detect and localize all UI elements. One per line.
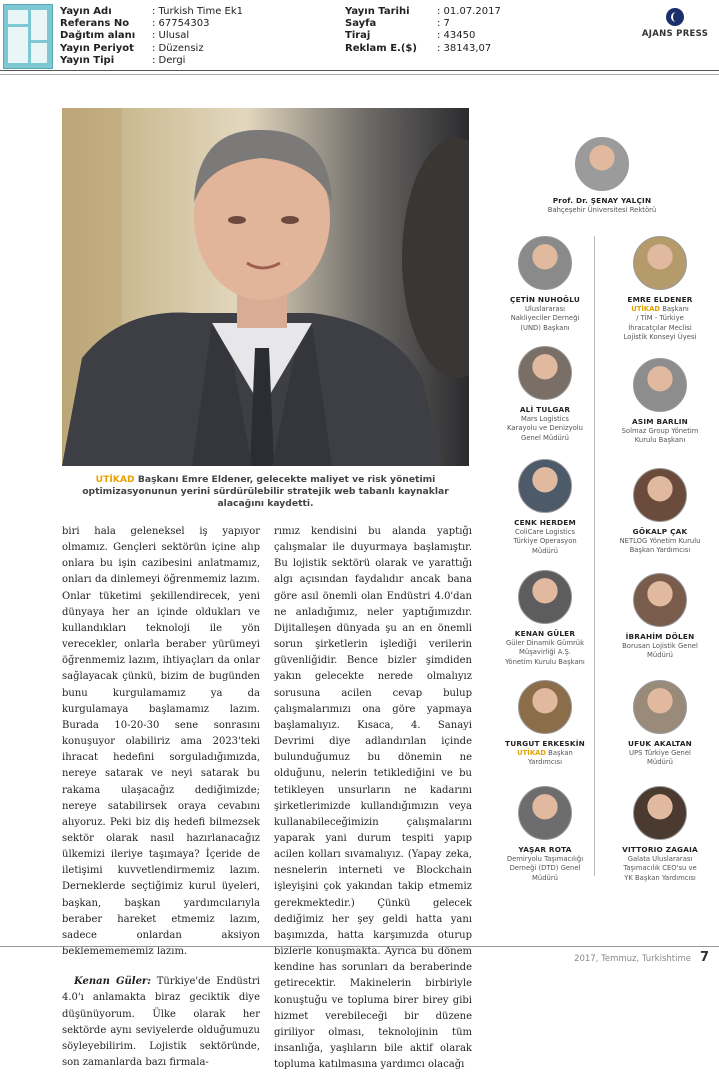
article-column-2 <box>274 524 472 1073</box>
person-role: ColiCare Logistics Türkiye Operasyon Müdürü <box>513 528 577 555</box>
person-name: GÖKALP ÇAK <box>632 527 688 536</box>
page-thumbnail <box>3 4 53 69</box>
header-divider <box>0 70 719 71</box>
person-role: Güler Dinamik Gümrük Müşavirliği A.Ş. Yönetim Kurulu Başkanı <box>505 639 585 666</box>
person-role: Demiryolu Taşımacılığı Derneği (DTD) Genel Müdürü <box>506 855 584 882</box>
person-role: Mars Logistics Karayolu ve Denizyolu Genel Müdürü <box>507 415 583 442</box>
caption-accent: UTİKAD <box>95 474 135 485</box>
person-name: EMRE ELDENER <box>627 295 693 304</box>
speaker-name: Kenan Güler: <box>74 976 151 988</box>
person-name: TURGUT ERKESKİN <box>505 739 585 748</box>
meta-key: Yayın Tipi <box>60 54 115 66</box>
person-role: Solmaz Group Yönetim Kurulu Başkanı <box>621 427 699 445</box>
person-card <box>480 680 610 768</box>
person-card <box>537 137 667 215</box>
person-card <box>480 459 610 556</box>
meta-value: : Ulusal <box>152 30 190 42</box>
person-name: ALİ TULGAR <box>519 405 571 414</box>
person-name: ÇETİN NUHOĞLU <box>510 295 580 304</box>
person-role: Galata Uluslararası Taşımacılık CEO'su ve YK Başkan Yardımcısı <box>623 855 697 882</box>
meta-value: : 43450 <box>437 30 476 42</box>
person-card <box>480 236 610 333</box>
person-role: UTİKAD Başkanı / TİM - Türkiye İhracatçılar Meclisi Lojistik Konseyi Üyesi <box>623 305 697 341</box>
person-photo <box>633 786 687 840</box>
person-photo <box>633 680 687 734</box>
clipping-header <box>0 0 719 74</box>
person-card <box>595 236 719 342</box>
person-photo <box>518 459 572 513</box>
logo-icon <box>666 8 684 26</box>
meta-key: Yayın Periyot <box>60 42 134 54</box>
meta-key: Reklam E.($) <box>345 42 417 54</box>
header-divider <box>0 74 719 75</box>
meta-key: Yayın Adı <box>60 6 112 17</box>
article-column-1 <box>62 524 260 1071</box>
paragraph <box>62 974 260 1071</box>
person-photo <box>633 236 687 290</box>
person-photo <box>633 358 687 412</box>
meta-value: : Turkish Time Ek1 <box>152 6 244 17</box>
person-card <box>595 358 719 446</box>
person-photo <box>518 786 572 840</box>
person-photo <box>518 680 572 734</box>
meta-key: Yayın Tarihi <box>345 6 410 17</box>
paragraph-text: Türkiye'de Endüstri 4.0'ı anlamakta biraz geciktik diye düşünüyorum. Ülke olarak her sektörde aynı seviyelerde olduğumuzu söyleyebilirim. Lojistik sektöründe, son zamanlarda bazı firmala- <box>62 976 260 1068</box>
page-number: 7 <box>700 950 710 965</box>
meta-value: : 01.07.2017 <box>437 6 501 17</box>
meta-value: : 38143,07 <box>437 42 492 54</box>
meta-key: Tiraj <box>345 30 371 42</box>
person-photo <box>633 468 687 522</box>
meta-key: Referans No <box>60 18 130 30</box>
meta-value: : 7 <box>437 18 450 30</box>
person-card <box>595 680 719 768</box>
person-photo <box>518 236 572 290</box>
person-role: Bahçeşehir Üniversitesi Rektörü <box>547 206 657 214</box>
caption-text: Başkanı Emre Eldener, gelecekte maliyet ve risk yönetimi optimizasyonunun yerini sürdürülebilir stratejik web tabanlı kaynaklar alacağını kaydetti. <box>82 474 449 509</box>
person-card <box>480 570 610 667</box>
paragraph: rımız kendisini bu alanda yaptığı çalışmalar ile duyurmaya başlamıştır. Bu lojistik sektörü olarak ve yarattığı algı açısından faydalıdır ancak bana göre asıl önemli olan Endüstri 4.0'dan ne anladığımız, neler yaptığımızdır. Dijitalleşen dünyada şu an en önemli sorun şirketlerin işlediği verilerin güvenliğidir. Bence bizler şimdiden yakın gelecekte nerede olmalıyız sorusuna acilen cevap bulup çalışmalarımızı ona göre yapmaya başlamalıyız. Kısaca, 4. Sanayi Devrimi diye adlandırılan içinde bulunduğumuz bu dönemin ne olduğunu, nelerin tetiklediğini ve bu tetikleyen unsurların ne kadarını şirketlerimizde kullandığımızın veya kullanabileceğimizin çalışmalarını yaparak yani durum tespiti yapıp acilen kolları sıvamalıyız. (Yapay zeka, nesnelerin interneti ve Blockchain işleyişini çok yakından takip etmemiz gerekmektedir.) Çünkü gelecek dediğimiz her şey geldi hatta yanı başımızda, hatta karşımızda oturup bizlerle konuşmakta. Ayrıca bu dönem kendine has sorunları da beraberinde getirecektir. Makinelerin birbiriyle konuştuğu ve topluma birer birey gibi hizmet verebileceği bir düzene giriliyor olması, teknolojinin tüm insanlığa, yaşlıların bile aktif olarak topluma katılmasına yardımcı olacağı <box>274 526 472 1071</box>
person-role: UTİKAD Başkan Yardımcısı <box>517 749 573 767</box>
person-role: NETLOG Yönetim Kurulu Başkan Yardımcısı <box>619 537 701 555</box>
person-name: KENAN GÜLER <box>514 629 576 638</box>
person-card <box>595 573 719 661</box>
person-role: UPS Türkiye Genel Müdürü <box>629 749 691 767</box>
person-card <box>595 468 719 556</box>
person-name: YAŞAR ROTA <box>518 845 572 854</box>
meta-key: Dağıtım alanı <box>60 30 136 42</box>
meta-value: : Düzensiz <box>152 42 204 54</box>
footer-rule <box>0 946 719 947</box>
person-role-accent: UTİKAD <box>631 305 661 313</box>
person-card <box>595 786 719 883</box>
ajans-press-logo <box>636 8 714 39</box>
person-role: Borusan Lojistik Genel Müdürü <box>622 642 698 660</box>
paragraph: biri hala geleneksel iş yapıyor olmamız. Gençleri sektörün içine alıp onlara bu işin cazibesini anlatmamız, onları da dinlemeyi öğrenmemiz lazım. Onlar tüketimi şekillendirecek, yeni dünyaya her an içinde oldukları ve kullandıkları teknoloji ile yön verecekler, onlarla beraber yürümeyi öğrenmemiz lazım, ihtiyaçları da onlar sağlayacak çünkü, bizim de bugünden bunu kurgulamamız ya da kurgulamaya başlamamız lazım. Burada 10-20-30 sene sonrasını konuşuyor olabiliriz ama 2023'teki ihracat hedefini sorguladığımızda, nereye satarak ve neyi satarak bu rakama ulaşacağız dediğimizde; nereye satabilirsek oraya cevabını alıyoruz. Peki biz diş hedefi bilmezsek sektör olarak nasıl hazırlanacağız ülkemizi ileriye taşımaya? İçeride de iletişimi kuvvetlendirmemiz lazım. Derneklerde seçtiğimiz kurul üyeleri, başkan, başkan yardımcılarıyla beraber hareket etmemiz lazım, sadece onlardan aksiyon beklememememiz lazım. <box>62 526 260 958</box>
person-name: VITTORIO ZAGAIA <box>622 845 698 854</box>
person-name: Prof. Dr. ŞENAY YALÇIN <box>552 196 652 205</box>
person-photo <box>575 137 629 191</box>
person-card <box>480 786 610 883</box>
person-role-accent: UTİKAD <box>517 749 547 757</box>
meta-value: : Dergi <box>152 54 186 66</box>
meta-right <box>345 6 501 55</box>
person-name: UFUK AKALTAN <box>628 739 692 748</box>
meta-value: : 67754303 <box>152 18 210 30</box>
photo-caption <box>62 474 469 510</box>
meta-left <box>60 6 243 67</box>
person-card <box>480 346 610 443</box>
person-name: ASIM BARLIN <box>632 417 688 426</box>
person-name: CENK HERDEM <box>514 518 576 527</box>
logo-text: AJANS PRESS <box>641 29 709 39</box>
footer-text: 2017, Temmuz, Turkishtime <box>574 954 691 964</box>
main-photo <box>62 108 469 466</box>
portrait-illustration <box>62 108 469 466</box>
meta-key: Sayfa <box>345 18 377 30</box>
person-name: İBRAHİM DÖLEN <box>625 632 695 641</box>
person-photo <box>518 570 572 624</box>
person-photo <box>518 346 572 400</box>
person-role: Uluslararası Nakliyeciler Derneği (UND) Başkanı <box>510 305 580 332</box>
person-photo <box>633 573 687 627</box>
